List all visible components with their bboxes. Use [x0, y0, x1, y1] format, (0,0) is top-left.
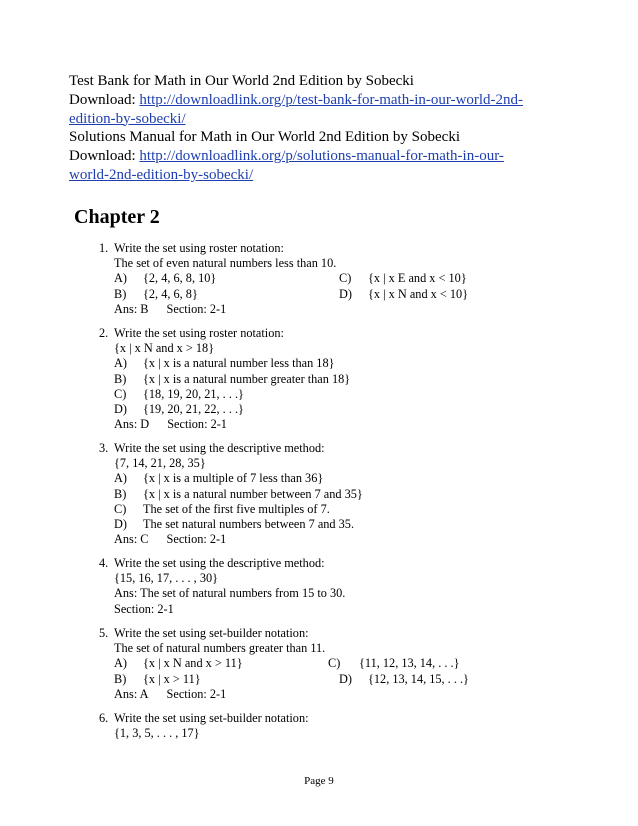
option-row	[99, 287, 569, 302]
section: Section: 2-1	[167, 417, 227, 432]
option-a-label: A)	[114, 656, 127, 671]
question-stem: The set of natural numbers greater than 11.	[114, 641, 326, 656]
section: Section: 2-1	[166, 686, 227, 701]
answer: Ans: D	[114, 417, 150, 432]
question-number: 5.	[99, 626, 109, 640]
option-d-label: D)	[339, 671, 352, 686]
question-number: 3.	[99, 441, 109, 455]
question-prompt: Write the set using set-builder notation:	[114, 711, 309, 725]
option-b-label: B)	[114, 671, 127, 686]
answer: Ans: A	[114, 686, 149, 701]
option-b: {2, 4, 6, 8}	[143, 286, 198, 301]
question-stem: The set of even natural numbers less than 10.	[114, 256, 337, 271]
option-d: {19, 20, 21, 22, . . .}	[143, 401, 244, 416]
option-d: The set natural numbers between 7 and 35.	[143, 516, 355, 531]
option-a-label: A)	[114, 356, 127, 371]
chapter-heading: Chapter 2	[74, 206, 160, 228]
question-number: 2.	[99, 326, 109, 340]
option-d-label: D)	[339, 286, 352, 301]
section: Section: 2-1	[166, 532, 227, 547]
test-bank-link-cont[interactable]: edition-by-sobecki/	[69, 110, 186, 127]
option-a-label: A)	[114, 271, 127, 286]
answer: Ans: The set of natural numbers from 15 to 30.	[114, 586, 346, 601]
option-c: {x | x E and x < 10}	[368, 271, 467, 286]
question-prompt: Write the set using set-builder notation:	[114, 626, 309, 640]
option-a: {x | x is a natural number less than 18}	[143, 356, 335, 371]
question-2	[99, 326, 569, 432]
solutions-manual-title: Solutions Manual for Math in Our World 2nd Edition by Sobecki	[69, 129, 460, 146]
option-c-label: C)	[114, 386, 127, 401]
option-b-label: B)	[114, 286, 127, 301]
question-4	[99, 556, 569, 617]
test-bank-title: Test Bank for Math in Our World 2nd Edition by Sobecki	[69, 73, 414, 89]
question-number: 6.	[99, 711, 109, 725]
option-row	[99, 656, 569, 671]
option-b-label: B)	[114, 371, 127, 386]
question-stem: {1, 3, 5, . . . , 17}	[114, 726, 200, 741]
option-d-label: D)	[114, 516, 127, 531]
option-d-label: D)	[114, 401, 127, 416]
option-c: {18, 19, 20, 21, . . .}	[143, 386, 244, 401]
download-label-2: Download:	[69, 148, 136, 165]
option-d: {x | x N and x < 10}	[368, 286, 469, 301]
option-c: The set of the first five multiples of 7.	[143, 501, 330, 516]
question-1	[99, 241, 569, 317]
option-c-label: C)	[339, 271, 352, 286]
section: Section: 2-1	[166, 301, 227, 316]
option-b: {x | x > 11}	[143, 671, 201, 686]
option-a: {x | x N and x > 11}	[143, 656, 243, 671]
question-number: 1.	[99, 241, 109, 255]
document-header	[69, 72, 569, 185]
question-stem: {7, 14, 21, 28, 35}	[114, 456, 206, 471]
question-3	[99, 441, 569, 547]
question-prompt: Write the set using the descriptive method:	[114, 441, 325, 455]
download-label: Download:	[69, 91, 136, 108]
option-c: {11, 12, 13, 14, . . .}	[359, 656, 460, 671]
answer: Ans: C	[114, 532, 149, 547]
test-bank-link[interactable]: http://downloadlink.org/p/test-bank-for-math-in-our-world-2nd-	[139, 91, 524, 108]
question-prompt: Write the set using roster notation:	[114, 326, 284, 340]
question-prompt: Write the set using the descriptive method:	[114, 556, 325, 570]
question-stem: {15, 16, 17, . . . , 30}	[114, 571, 219, 586]
solutions-manual-link-cont[interactable]: world-2nd-edition-by-sobecki/	[69, 166, 254, 183]
question-number: 4.	[99, 556, 109, 570]
option-b-label: B)	[114, 486, 127, 501]
question-6	[99, 711, 569, 741]
option-c-label: C)	[328, 656, 341, 671]
option-row	[99, 271, 569, 286]
question-prompt: Write the set using roster notation:	[114, 241, 284, 255]
answer: Ans: B	[114, 301, 149, 316]
option-row	[99, 672, 569, 687]
question-stem: {x | x N and x > 18}	[114, 341, 215, 356]
option-a: {2, 4, 6, 8, 10}	[143, 271, 217, 286]
option-b: {x | x is a natural number between 7 and 35}	[143, 486, 363, 501]
option-a-label: A)	[114, 471, 127, 486]
option-c-label: C)	[114, 501, 127, 516]
page-number: Page 9	[304, 775, 334, 787]
option-d: {12, 13, 14, 15, . . .}	[368, 671, 469, 686]
option-b: {x | x is a natural number greater than 18}	[143, 371, 351, 386]
option-a: {x | x is a multiple of 7 less than 36}	[143, 471, 324, 486]
section: Section: 2-1	[114, 601, 174, 616]
solutions-manual-link[interactable]: http://downloadlink.org/p/solutions-manual-for-math-in-our-	[139, 148, 504, 165]
question-5	[99, 626, 569, 702]
